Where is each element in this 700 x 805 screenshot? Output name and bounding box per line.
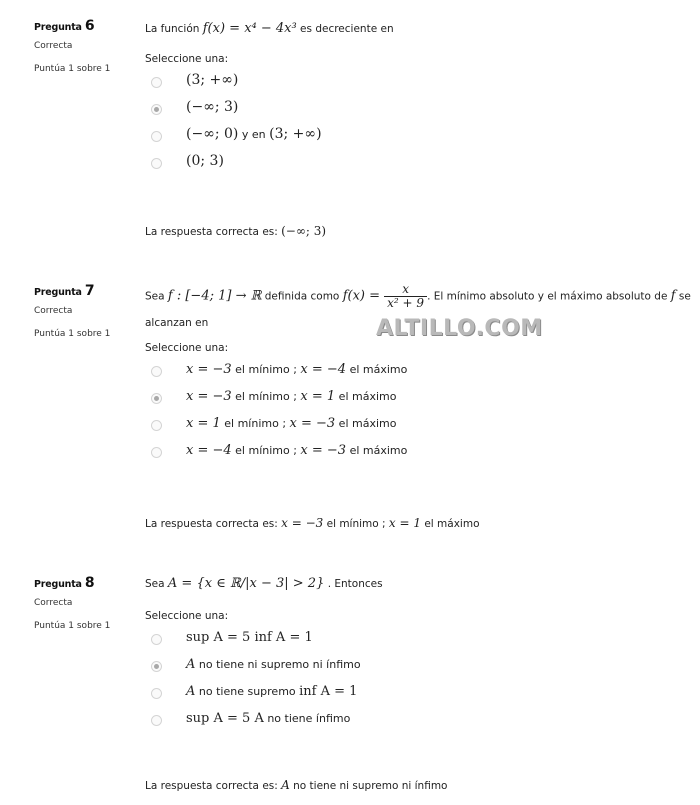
- option-label[interactable]: [186, 361, 407, 377]
- question-number: [34, 575, 134, 591]
- option-text: no tiene supremo: [195, 685, 300, 698]
- radio-button[interactable]: [151, 77, 162, 88]
- option-math: sup A = 5 A: [186, 711, 264, 726]
- question-text-part: es decreciente en: [296, 23, 394, 35]
- feedback-math: A: [281, 778, 290, 792]
- option-math: x = 1: [300, 389, 336, 404]
- option-math: (0; 3): [186, 153, 224, 169]
- option-math: x = −3: [289, 416, 336, 431]
- option-label[interactable]: [186, 153, 224, 169]
- select-prompt: Seleccione una:: [145, 610, 229, 622]
- correct-answer-feedback: [145, 516, 480, 530]
- question-text: [145, 18, 697, 40]
- answer-options: [145, 68, 697, 176]
- feedback-label: La respuesta correcta es:: [145, 226, 282, 238]
- answer-option[interactable]: [145, 679, 697, 706]
- fraction: [384, 283, 427, 310]
- option-math: x = −3: [186, 362, 232, 377]
- question-grade: Puntúa 1 sobre 1: [34, 329, 111, 339]
- question-math: f(x) = x⁴ − 4x³: [202, 21, 297, 36]
- option-label[interactable]: [186, 415, 396, 431]
- question-text-part: . El mínimo absoluto y el máximo absoluto de: [427, 290, 671, 303]
- option-label[interactable]: [186, 710, 350, 726]
- question-info: [34, 575, 134, 631]
- feedback-math: (−∞; 3): [281, 224, 327, 238]
- option-math: (3; +∞): [269, 126, 322, 142]
- option-label[interactable]: [186, 683, 357, 699]
- option-text: no tiene ínfimo: [263, 712, 351, 725]
- option-label[interactable]: [186, 629, 313, 645]
- answer-option[interactable]: [145, 149, 697, 176]
- question-number-value: 8: [84, 575, 95, 591]
- question-text-part: Sea: [145, 290, 168, 303]
- feedback-text: el mínimo ;: [323, 518, 389, 530]
- question-content: [145, 283, 697, 465]
- radio-button[interactable]: [151, 715, 162, 726]
- option-text: no tiene ni supremo ni ínfimo: [195, 658, 361, 671]
- radio-button[interactable]: [151, 634, 162, 645]
- question-grade: Puntúa 1 sobre 1: [34, 621, 111, 631]
- question-math: f(x) =: [342, 288, 385, 304]
- answer-options: [145, 625, 697, 733]
- feedback-math: x = −3: [281, 516, 324, 530]
- fraction-numerator: x: [384, 283, 427, 297]
- question-text-part: se alcanzan en: [145, 290, 691, 329]
- option-math: x = 1: [186, 416, 221, 431]
- option-math: A: [186, 684, 196, 699]
- answer-option[interactable]: [145, 706, 697, 733]
- question-text: [145, 575, 697, 593]
- select-prompt: Seleccione una:: [145, 53, 229, 65]
- answer-option[interactable]: [145, 438, 697, 465]
- answer-option[interactable]: [145, 625, 697, 652]
- option-text: el máximo: [346, 444, 408, 457]
- answer-option[interactable]: [145, 122, 697, 149]
- option-math: (3; +∞): [186, 72, 239, 88]
- option-text: el mínimo ;: [220, 417, 290, 430]
- question-info: [34, 283, 134, 339]
- radio-button[interactable]: [151, 447, 162, 458]
- question-number-value: 7: [84, 283, 95, 299]
- answer-option[interactable]: [145, 95, 697, 122]
- answer-option[interactable]: [145, 411, 697, 438]
- radio-button[interactable]: [151, 420, 162, 431]
- question-number: [34, 283, 134, 299]
- option-label[interactable]: [186, 72, 238, 88]
- question-content: [145, 18, 697, 176]
- option-math: inf A = 1: [299, 684, 358, 699]
- option-text: el máximo: [335, 417, 397, 430]
- option-math: (−∞; 3): [186, 99, 239, 115]
- option-label[interactable]: [186, 388, 396, 404]
- option-math: x = −4: [186, 443, 232, 458]
- question-text-part: La función: [145, 23, 203, 35]
- question-grade: Puntúa 1 sobre 1: [34, 64, 111, 74]
- radio-button-selected[interactable]: [151, 661, 162, 672]
- option-text: el máximo: [346, 363, 408, 376]
- radio-button[interactable]: [151, 366, 162, 377]
- option-math: (−∞; 0): [186, 126, 239, 142]
- question-label: Pregunta: [34, 287, 82, 298]
- feedback-math: x = 1: [388, 516, 421, 530]
- option-text: el mínimo ;: [231, 444, 301, 457]
- option-label[interactable]: [186, 442, 407, 458]
- question-text-part: Sea: [145, 578, 168, 590]
- answer-option[interactable]: [145, 384, 697, 411]
- radio-button[interactable]: [151, 158, 162, 169]
- question-state: Correcta: [34, 306, 73, 316]
- radio-button[interactable]: [151, 131, 162, 142]
- feedback-label: La respuesta correcta es:: [145, 780, 282, 792]
- answer-option[interactable]: [145, 68, 697, 95]
- option-label[interactable]: [186, 126, 322, 142]
- question-content: [145, 575, 697, 733]
- radio-button-selected[interactable]: [151, 393, 162, 404]
- question-info: [34, 18, 134, 74]
- watermark: ALTILLO.COM: [376, 316, 543, 341]
- question-text-part: . Entonces: [324, 578, 383, 590]
- correct-answer-feedback: [145, 778, 447, 792]
- answer-option[interactable]: [145, 652, 697, 679]
- option-math: x = −4: [300, 362, 347, 377]
- radio-button-selected[interactable]: [151, 104, 162, 115]
- answer-options: [145, 357, 697, 465]
- feedback-label: La respuesta correcta es:: [145, 518, 282, 530]
- correct-answer-feedback: [145, 224, 326, 238]
- select-prompt: Seleccione una:: [145, 342, 229, 354]
- option-math: x = −3: [186, 389, 232, 404]
- option-label[interactable]: [186, 99, 238, 115]
- question-math: f: [670, 288, 676, 304]
- question-math: f : [−4; 1] → ℝ: [167, 288, 262, 304]
- question-state: Correcta: [34, 598, 73, 608]
- feedback-text: no tiene ni supremo ni ínfimo: [289, 780, 448, 792]
- option-math: x = −3: [300, 443, 347, 458]
- question-text-part: definida como: [261, 290, 343, 303]
- question-label: Pregunta: [34, 579, 82, 590]
- radio-button[interactable]: [151, 688, 162, 699]
- question-state: Correcta: [34, 41, 73, 51]
- option-text: el mínimo ;: [231, 390, 301, 403]
- option-label[interactable]: [186, 656, 361, 672]
- option-math: A: [186, 657, 196, 672]
- question-number: [34, 18, 134, 34]
- fraction-denominator: x² + 9: [387, 296, 425, 310]
- option-text: el mínimo ;: [231, 363, 301, 376]
- option-text: el máximo: [335, 390, 397, 403]
- feedback-text: el máximo: [421, 518, 480, 530]
- question-label: Pregunta: [34, 22, 82, 33]
- option-math: sup A = 5 inf A = 1: [186, 630, 313, 645]
- option-text: y en: [238, 128, 270, 141]
- question-number-value: 6: [84, 18, 95, 34]
- question-math: A = {x ∈ ℝ/|x − 3| > 2}: [167, 576, 325, 591]
- answer-option[interactable]: [145, 357, 697, 384]
